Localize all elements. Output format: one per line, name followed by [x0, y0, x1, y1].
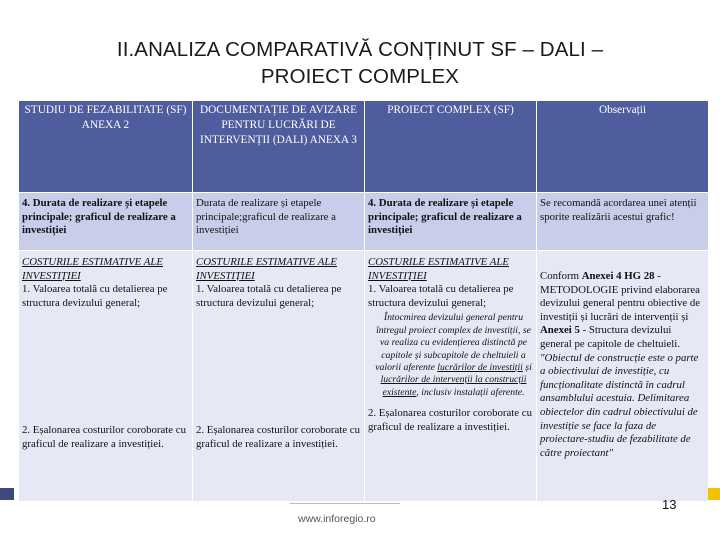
footer-divider [290, 503, 400, 504]
cell-sf-costuri [19, 251, 193, 502]
header-proiect-complex: PROIECT COMPLEX (SF) [365, 101, 537, 193]
cell-obs-costuri: Conform Anexei 4 HG 28 - METODOLOGIE privind elaborarea devizului general pentru obiective de investiții și lucrări de intervenții și Anexei 5 - Structura devizului general pe capitole de cheltuieli. "Obiectul de construcție este o parte a obiectivului de investiție, cu funcționalitate distinctă în cadrul ansamblului acestuia. Delimitarea obiectelor din cadrul obiectivului de investiție se face la faza de proiectare-studiu de fezabilitate de către proiectant" [537, 251, 709, 502]
costuri-item-2: 2. Eșalonarea costurilor coroborate cu graficul de realizare a investiției. [196, 424, 360, 450]
footer-url: www.inforegio.ro [298, 513, 376, 525]
header-sf: STUDIU DE FEZABILITATE (SF) ANEXA 2 [19, 101, 193, 193]
left-accent-bar [0, 488, 14, 500]
comparison-table [18, 100, 709, 502]
title-line-2: PROIECT COMPLEX [260, 65, 460, 88]
costuri-item-1: 1. Valoarea totală cu detalierea pe structura devizului general; [22, 283, 168, 309]
header-observatii: Observații [537, 101, 709, 193]
costuri-heading: COSTURILE ESTIMATIVE ALE INVESTIȚIEI [196, 256, 337, 282]
page-number: 13 [662, 497, 677, 512]
header-dali: DOCUMENTAȚIE DE AVIZARE PENTRU LUCRĂRI DE INTERVENȚII (DALI) ANEXA 3 [193, 101, 365, 193]
page-title [30, 36, 690, 90]
right-accent-bar [708, 488, 720, 500]
title-line-1: II.ANALIZA COMPARATIVĂ CONȚINUT SF – DALI – [116, 38, 604, 61]
costuri-item-2: 2. Eșalonarea costurilor coroborate cu graficul de realizare a investiției. [22, 424, 186, 450]
cell-dali-durata: Durata de realizare și etapele principale;graficul de realizare a investiției [193, 193, 365, 251]
costuri-item-1: 1. Valoarea totală cu detalierea pe structura devizului general; [368, 283, 514, 309]
obiect-constructie-quote: "Obiectul de construcție este o parte a obiectivului de investiție, cu funcționalitate distinctă în cadrul ansamblului acestuia. Delimitarea obiectelor din cadrul obiectivului de investiție se face la faza de proiectare-studiu de fezabilitate de către proiectant" [540, 351, 699, 459]
cell-sf-durata: 4. Durata de realizare și etapele principale; graficul de realizare a investiției [19, 193, 193, 251]
cell-obs-durata: Se recomandă acordarea unei atenții sporite realizării acestui grafic! [537, 193, 709, 251]
header-row [19, 101, 709, 193]
table-row [19, 251, 709, 502]
table-row [19, 193, 709, 251]
costuri-heading: COSTURILE ESTIMATIVE ALE INVESTIȚIEI [368, 256, 509, 282]
costuri-heading: COSTURILE ESTIMATIVE ALE INVESTIȚIEI [22, 256, 163, 282]
cell-dali-costuri [193, 251, 365, 502]
cell-pc-durata: 4. Durata de realizare și etapele principale; graficul de realizare a investiției [365, 193, 537, 251]
cell-pc-costuri [365, 251, 537, 502]
deviz-note: Întocmirea devizului general pentru întregul proiect complex de investiții, se va realiza cu evidențierea distinctă pe capitole și subcapitole de cheltuieli a valorii aferente lucrărilor de investiții și lucrărilor de intervenții la construcții existente, inclusiv instalații aferente. [375, 312, 532, 398]
costuri-item-1: 1. Valoarea totală cu detalierea pe structura devizului general; [196, 283, 342, 309]
costuri-item-2: 2. Eșalonarea costurilor coroborate cu graficul de realizare a investiției. [368, 407, 532, 433]
